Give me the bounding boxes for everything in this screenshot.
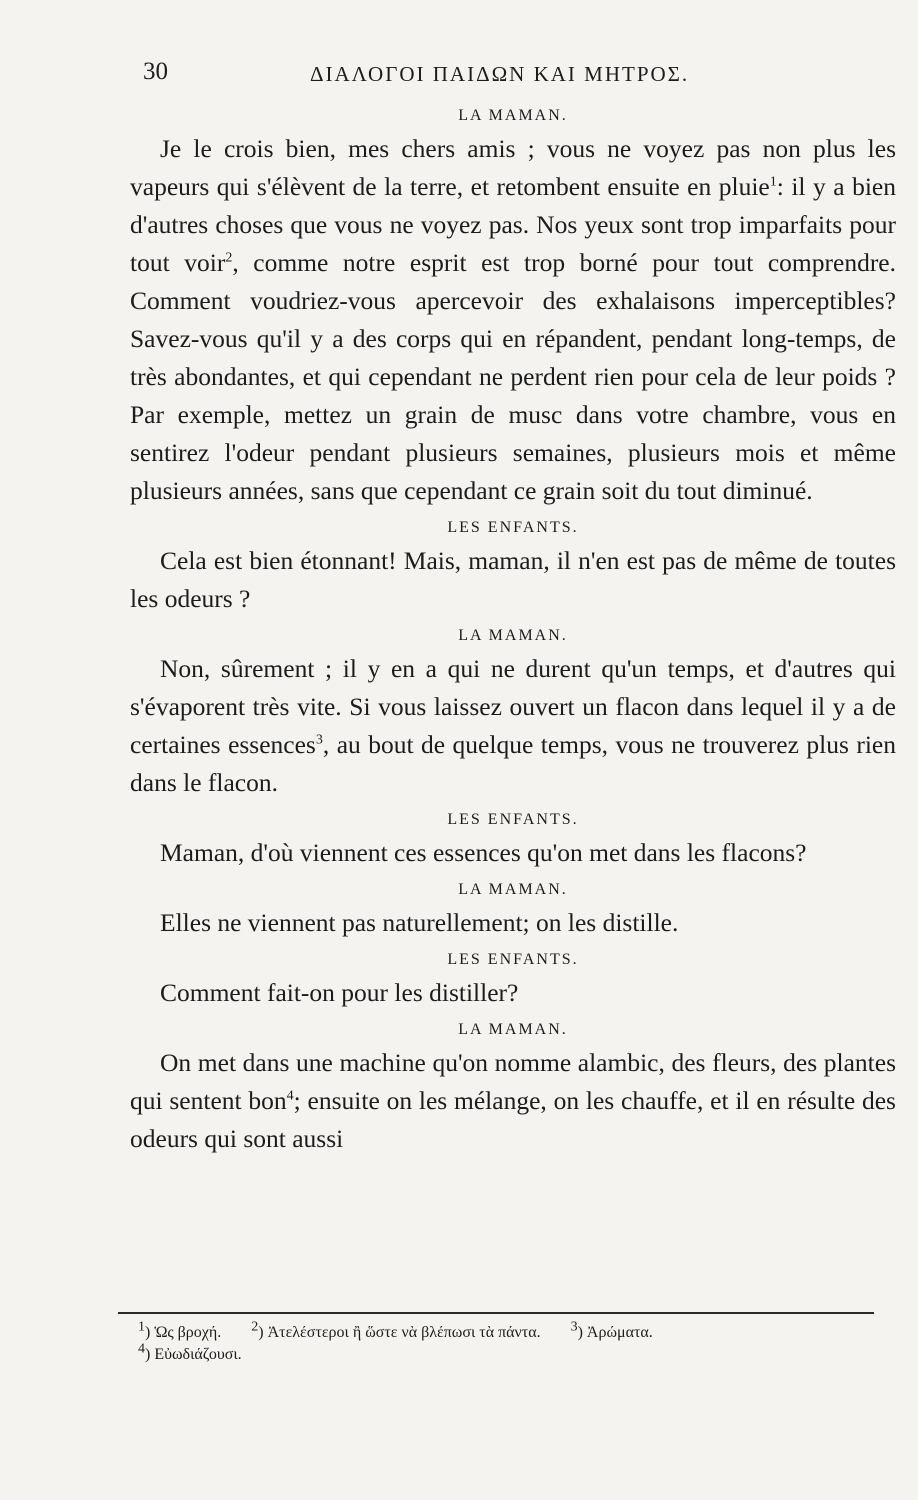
page-header — [0, 58, 918, 92]
footnote: $^2$) Ἀτελέστεροι ἢ ὥστε νὰ βλέπωσι τὰ πάντα. — [251, 1319, 541, 1341]
dialogue-body — [130, 102, 896, 1162]
dialogue-paragraph: On met dans une machine qu'on nomme alambic, des fleurs, des plantes qui sentent bon$^4$; ensuite on les mélange, on les chauffe, et il en résulte des odeurs qui sont aussi — [130, 1048, 896, 1153]
speaker-label: LES ENFANTS. — [447, 519, 579, 536]
footnote: $^1$) Ὡς βροχή. — [138, 1319, 222, 1341]
speaker-label: LA MAMAN. — [458, 1021, 568, 1038]
dialogue-paragraph: Comment fait-on pour les distiller? — [160, 978, 519, 1007]
page-number: 30 — [143, 58, 168, 85]
dialogue-paragraph: Je le crois bien, mes chers amis ; vous ne voyez pas non plus les vapeurs qui s'élèvent de la terre, et retombent ensuite en pluie$^1$: il y a bien d'autres choses que vous ne voyez pas. Nos yeux sont trop imparfaits pour tout voir$^2$, comme notre esprit est trop borné pour tout comprendre. Comment voudriez-vous apercevoir des exhalaisons imperceptibles? Savez-vous qu'il y a des corps qui en répandent, pendant long-temps, de très abondantes, et qui cependant ne perdent rien pour cela de leur poids ? Par exemple, mettez un grain de musc dans votre chambre, vous en sentirez l'odeur pendant plusieurs semaines, plusieurs mois et même plusieurs années, sans que cependant ce grain soit du tout diminué. — [130, 134, 897, 505]
dialogue-paragraph: Maman, d'où viennent ces essences qu'on met dans les flacons? — [160, 838, 807, 867]
footnotes — [138, 1319, 878, 1366]
footnote-marker: 1 — [769, 174, 777, 190]
speaker-label: LA MAMAN. — [458, 881, 568, 898]
dialogue-paragraph: Non, sûrement ; il y en a qui ne durent qu'un temps, et d'autres qui s'évaporent très vite. Si vous laissez ouvert un flacon dans lequel il y a de certaines essences$^3$, au bout de quelque temps, vous ne trouverez plus rien dans le flacon. — [130, 654, 896, 797]
dialogue-paragraph: Cela est bien étonnant! Mais, maman, il n'en est pas de même de toutes les odeurs ? — [130, 546, 896, 613]
speaker-label: LA MAMAN. — [458, 107, 568, 124]
speaker-label: LA MAMAN. — [458, 627, 568, 644]
footnote-marker: 4 — [286, 1088, 294, 1104]
footnote: $^3$) Ἀρώματα. — [570, 1319, 653, 1341]
footnote: $^4$) Εὐωδιάζουσι. — [138, 1341, 242, 1363]
speaker-label: LES ENFANTS. — [447, 951, 579, 968]
dialogue-paragraph: Elles ne viennent pas naturellement; on les distille. — [160, 908, 679, 937]
speaker-label: LES ENFANTS. — [447, 811, 579, 828]
footnote-marker: 3 — [315, 732, 323, 748]
footnote-divider — [118, 1312, 874, 1314]
footnote-marker: 2 — [225, 250, 233, 266]
running-title: ΔΙΑΛΟΓΟΙ ΠΑΙΔΩΝ ΚΑΙ ΜΗΤΡΟΣ. — [310, 62, 690, 86]
